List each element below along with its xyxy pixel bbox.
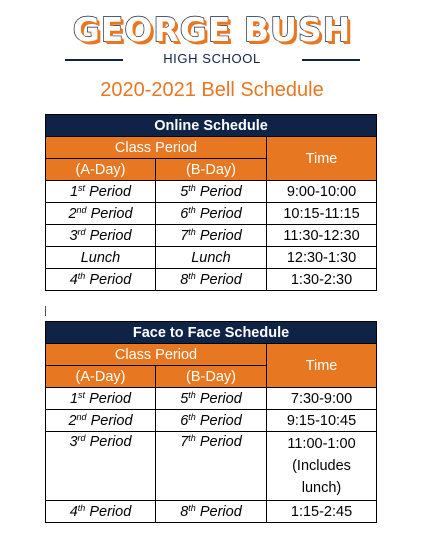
period-time: 7:30-9:00 (267, 388, 377, 410)
a-day-period: 1st Period (46, 388, 156, 410)
a-day-period: 2nd Period (46, 203, 156, 225)
a-day-period: 4th Period (46, 269, 156, 291)
b-day-period: 7th Period (156, 225, 267, 247)
school-logo (0, 12, 424, 69)
period-time-with-lunch (267, 432, 377, 501)
lunch-note: (Includes lunch) (292, 458, 351, 496)
class-period-header: Class Period (46, 137, 267, 159)
b-day-period: 8th Period (156, 269, 267, 291)
table-row (46, 432, 377, 501)
b-day-period: 7th Period (156, 432, 267, 501)
b-day-period: 8th Period (156, 501, 267, 523)
a-day-period: 1st Period (46, 181, 156, 203)
class-period-header: Class Period (46, 344, 267, 366)
a-day-period: 3rd Period (46, 225, 156, 247)
period-time: 11:30-12:30 (267, 225, 377, 247)
table-row (46, 501, 377, 523)
b-day-period: 5th Period (156, 181, 267, 203)
b-day-header: (B-Day) (156, 366, 267, 388)
table-row (46, 269, 377, 291)
table-row (46, 247, 377, 269)
logo-subtitle: HIGH SCHOOL (163, 51, 261, 66)
period-time: 9:15-10:45 (267, 410, 377, 432)
table-row (46, 203, 377, 225)
table-row (46, 388, 377, 410)
period-time: 1:15-2:45 (267, 501, 377, 523)
b-day-period: 6th Period (156, 410, 267, 432)
period-time: 9:00-10:00 (267, 181, 377, 203)
logo-school-name: GEORGE BUSH (72, 10, 352, 49)
period-time: 11:00-1:00 (287, 436, 356, 452)
a-day-lunch: Lunch (46, 247, 156, 269)
table-row (46, 410, 377, 432)
logo-rule-right (302, 59, 360, 61)
time-header: Time (267, 344, 377, 388)
a-day-header: (A-Day) (46, 366, 156, 388)
b-day-lunch: Lunch (156, 247, 267, 269)
a-day-period: 2nd Period (46, 410, 156, 432)
b-day-period: 6th Period (156, 203, 267, 225)
logo-subtitle-row (0, 49, 424, 69)
a-day-period: 4th Period (46, 501, 156, 523)
b-day-period: 5th Period (156, 388, 267, 410)
online-schedule-table (45, 114, 377, 291)
table-row (46, 181, 377, 203)
face-to-face-schedule-title: Face to Face Schedule (46, 322, 377, 344)
time-header: Time (267, 137, 377, 181)
online-schedule-title: Online Schedule (46, 115, 377, 137)
b-day-header: (B-Day) (156, 159, 267, 181)
text-cursor (45, 306, 46, 316)
lunch-time: 12:30-1:30 (267, 247, 377, 269)
a-day-header: (A-Day) (46, 159, 156, 181)
period-time: 10:15-11:15 (267, 203, 377, 225)
table-row (46, 225, 377, 247)
document-title: 2020-2021 Bell Schedule (100, 79, 324, 101)
face-to-face-schedule-table (45, 321, 377, 523)
period-time: 1:30-2:30 (267, 269, 377, 291)
a-day-period: 3rd Period (46, 432, 156, 501)
